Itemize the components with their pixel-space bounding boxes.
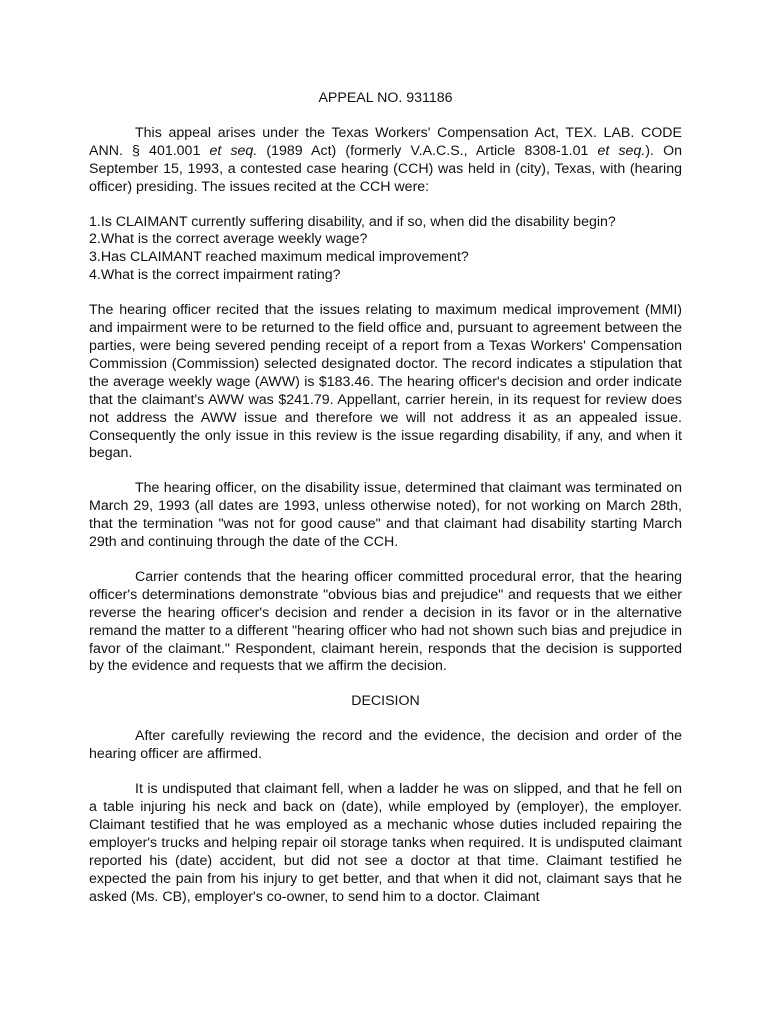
- intro-paragraph: [89, 125, 682, 197]
- decision-heading: DECISION: [351, 693, 420, 710]
- intro-text-3: ). On September 15, 1993, a contested case hearing (CCH) was held in (city), Texas, with (hearing officer) presiding. The issues recited at the CCH were:: [89, 142, 683, 195]
- body-paragraph-carrier: Carrier contends that the hearing officer committed procedural error, that the hearing officer's determinations demonstrate "obvious bias and prejudice" and requests that we either reverse the hearing officer's decision and render a decision in its favor or in the alternative remand the matter to a different "hearing officer who had not shown such bias and prejudice in favor of the claimant." Respondent, claimant herein, responds that the decision is supported by the evidence and requests that we affirm the decision.: [89, 568, 682, 675]
- intro-text-1: This appeal arises under the Texas Workers' Compensation Act, TEX. LAB. CODE ANN. § 401.001: [89, 124, 682, 159]
- decision-paragraph-affirmed: After carefully reviewing the record and the evidence, the decision and order of the hearing officer are affirmed.: [89, 728, 682, 763]
- intro-text-2: (1989 Act) (formerly V.A.C.S., Article 8308-1.01: [257, 142, 598, 159]
- body-paragraph-disability: The hearing officer, on the disability issue, determined that claimant was terminated on March 29, 1993 (all dates are 1993, unless otherwise noted), for not working on March 28th, that the termination "was not for good cause" and that claimant had disability starting March 29th and continuing through the date of the CCH.: [89, 480, 682, 551]
- issue-item: 3.Has CLAIMANT reached maximum medical improvement?: [89, 249, 469, 266]
- appeal-title: APPEAL NO. 931186: [318, 90, 453, 106]
- decision-paragraph-facts: It is undisputed that claimant fell, when a ladder he was on slipped, and that he fell on a table injuring his neck and back on (date), while employed by (employer), the employer. Claimant testified that he was employed as a mechanic whose duties included repairing the employer's trucks and helping repair oil storage tanks when required. It is undisputed claimant reported his (date) accident, but did not see a doctor at that time. Claimant testified he expected the pain from his injury to get better, and that when it did not, claimant says that he asked (Ms. CB), employer's co-owner, to send him to a doctor. Claimant: [89, 781, 682, 905]
- issue-item: 1.Is CLAIMANT currently suffering disability, and if so, when did the disability begin?: [89, 213, 616, 230]
- issue-item: 4.What is the correct impairment rating?: [89, 267, 341, 284]
- intro-italic-1: et seq.: [209, 142, 258, 159]
- intro-italic-2: et seq.: [597, 142, 646, 159]
- issues-list: [89, 214, 682, 286]
- body-paragraph-mmi: The hearing officer recited that the issues relating to maximum medical improvement (MMI) and impairment were to be returned to the field office and, pursuant to agreement between the parties, were being severed pending receipt of a report from a Texas Workers' Compensation Commission (Commission) selected designated doctor. The record indicates a stipulation that the average weekly wage (AWW) is $183.46. The hearing officer's decision and order indicate that the claimant's AWW was $241.79. Appellant, carrier herein, in its request for review does not address the AWW issue and therefore we will not address it as an appealed issue. Consequently the only issue in this review is the issue regarding disability, if any, and when it began.: [89, 302, 682, 462]
- document-page: [89, 90, 682, 923]
- issue-item: 2.What is the correct average weekly wage?: [89, 231, 368, 248]
